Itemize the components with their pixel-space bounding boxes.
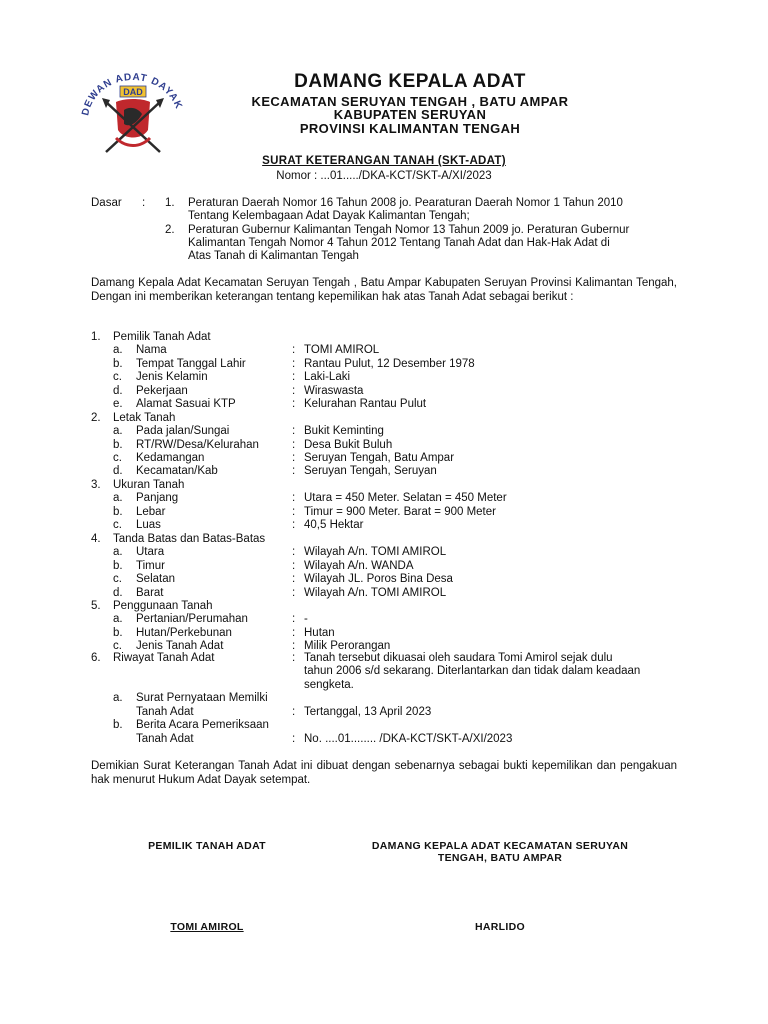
closing-paragraph: Demikian Surat Keterangan Tanah Adat ini dibuat dengan sebenarnya sebagai bukti kepemilikan dan pengakuan hak menurut Hukum Adat Dayak setempat. [91,760,677,786]
svg-text:DAD: DAD [123,87,143,97]
riwayat-line: Tanah tersebut dikuasai oleh saudara Tomi Amirol sejak dulu [304,652,613,664]
field-value: Laki-Laki [304,371,351,383]
field-label: Surat Pernyataan Memilki [136,692,268,704]
field-colon: : [292,465,296,477]
field-label: RT/RW/Desa/Kelurahan [136,439,259,451]
field-letter: b. [113,439,123,451]
document-number: Nomor : ...01...../DKA-KCT/SKT-A/XI/2023 [276,170,492,182]
header-provinsi: PROVINSI KALIMANTAN TENGAH [299,121,521,136]
field-colon: : [292,652,296,664]
field-value: Tertanggal, 13 April 2023 [304,706,432,718]
field-value: Wilayah JL. Poros Bina Desa [304,573,453,585]
dasar-item-line: Tentang Kelembagaan Adat Dayak Kalimantan Tengah; [188,210,470,222]
section-title: Ukuran Tanah [113,479,185,491]
field-letter: a. [113,546,123,558]
field-colon: : [292,398,296,410]
field-value: Seruyan Tengah, Seruyan [304,465,437,477]
field-label: Kecamatan/Kab [136,465,218,477]
field-colon: : [292,492,296,504]
dasar-item-line: Kalimantan Tengah Nomor 4 Tahun 2012 Tentang Tanah Adat dan Hak-Hak Adat di [188,237,610,249]
field-letter: d. [113,587,123,599]
field-colon: : [292,587,296,599]
field-value: Hutan [304,627,335,639]
header-kabupaten: KABUPATEN SERUYAN [333,107,487,122]
field-label: Luas [136,519,161,531]
field-label: Jenis Tanah Adat [136,640,224,652]
field-letter: a. [113,613,123,625]
field-colon: : [292,733,296,745]
document-title: SURAT KETERANGAN TANAH (SKT-ADAT) [262,155,506,167]
field-colon: : [292,546,296,558]
field-label: Jenis Kelamin [136,371,208,383]
field-colon: : [292,425,296,437]
field-colon: : [292,385,296,397]
header-kecamatan: KECAMATAN SERUYAN TENGAH , BATU AMPAR [251,94,569,109]
field-value: Wiraswasta [304,385,364,397]
owner-signature-title: PEMILIK TANAH ADAT [148,840,266,852]
field-colon: : [292,706,296,718]
field-colon: : [292,358,296,370]
dasar-item-line: Atas Tanah di Kalimantan Tengah [188,250,359,262]
field-letter: a. [113,344,123,356]
svg-text:DEWAN ADAT DAYAK: DEWAN ADAT DAYAK [80,72,185,117]
field-label: Berita Acara Pemeriksaan [136,719,269,731]
section-title: Penggunaan Tanah [113,600,213,612]
field-label: Timur [136,560,165,572]
section-title: Letak Tanah [113,412,176,424]
field-letter: b. [113,719,123,731]
riwayat-line: sengketa. [304,679,354,691]
field-label: Tanah Adat [136,733,194,745]
dasar-label: Dasar [91,197,122,209]
field-value: Bukit Keminting [304,425,384,437]
damang-signature-title: DAMANG KEPALA ADAT KECAMATAN SERUYAN TENGAH, BATU AMPAR [371,840,629,864]
field-letter: d. [113,385,123,397]
dasar-item-line: Peraturan Daerah Nomor 16 Tahun 2008 jo. Pearaturan Daerah Nomor 1 Tahun 2010 [188,197,623,209]
field-value: Seruyan Tengah, Batu Ampar [304,452,455,464]
field-value: Timur = 900 Meter. Barat = 900 Meter [304,506,496,518]
field-colon: : [292,371,296,383]
field-label: Nama [136,344,167,356]
field-letter: d. [113,465,123,477]
field-value: Wilayah A/n. TOMI AMIROL [304,546,447,558]
field-colon: : [292,640,296,652]
header-title: DAMANG KEPALA ADAT [294,71,526,92]
section-title: Tanda Batas dan Batas-Batas [113,533,266,545]
field-letter: c. [113,371,122,383]
field-label: Alamat Sasuai KTP [136,398,236,410]
field-letter: e. [113,398,123,410]
field-colon: : [292,560,296,572]
field-colon: : [292,506,296,518]
section-number: 4. [91,533,101,545]
field-letter: a. [113,425,123,437]
field-label: Tempat Tanggal Lahir [136,358,246,370]
field-label: Lebar [136,506,166,518]
field-label: Pekerjaan [136,385,188,397]
field-value: Rantau Pulut, 12 Desember 1978 [304,358,475,370]
field-value: - [304,613,308,625]
field-letter: a. [113,492,123,504]
field-label: Tanah Adat [136,706,194,718]
field-value: Wilayah A/n. TOMI AMIROL [304,587,447,599]
field-label: Kedamangan [136,452,205,464]
field-letter: c. [113,452,122,464]
field-letter: b. [113,560,123,572]
riwayat-line: tahun 2006 s/d sekarang. Diterlantarkan dan tidak dalam keadaan [304,665,641,677]
section-title: Riwayat Tanah Adat [113,652,215,664]
field-colon: : [292,439,296,451]
field-label: Pertanian/Perumahan [136,613,248,625]
field-letter: a. [113,692,123,704]
section-number: 6. [91,652,101,664]
field-label: Pada jalan/Sungai [136,425,230,437]
field-colon: : [292,573,296,585]
field-label: Barat [136,587,164,599]
field-value: Utara = 450 Meter. Selatan = 450 Meter [304,492,507,504]
section-number: 2. [91,412,101,424]
dewan-adat-dayak-logo [76,72,190,158]
field-letter: c. [113,573,122,585]
dasar-colon: : [142,197,146,209]
field-value: TOMI AMIROL [304,344,380,356]
field-letter: b. [113,506,123,518]
field-colon: : [292,627,296,639]
section-title: Pemilik Tanah Adat [113,331,211,343]
field-letter: c. [113,519,122,531]
owner-name: TOMI AMIROL [170,921,244,933]
section-number: 1. [91,331,101,343]
field-colon: : [292,613,296,625]
field-letter: b. [113,627,123,639]
field-colon: : [292,344,296,356]
field-label: Panjang [136,492,179,504]
field-label: Utara [136,546,165,558]
field-value: Wilayah A/n. WANDA [304,560,414,572]
section-number: 5. [91,600,101,612]
field-value: Desa Bukit Buluh [304,439,393,451]
field-letter: b. [113,358,123,370]
field-colon: : [292,452,296,464]
damang-name: HARLIDO [475,921,525,933]
section-number: 3. [91,479,101,491]
field-letter: c. [113,640,122,652]
dasar-item-number: 2. [165,224,175,236]
field-value: Milik Perorangan [304,640,391,652]
dasar-item-line: Peraturan Gubernur Kalimantan Tengah Nomor 13 Tahun 2009 jo. Peraturan Gubernur [188,224,630,236]
field-value: No. ....01........ /DKA-KCT/SKT-A/XI/2023 [304,733,513,745]
field-label: Selatan [136,573,176,585]
field-value: Kelurahan Rantau Pulut [304,398,427,410]
field-colon: : [292,519,296,531]
intro-paragraph: Damang Kepala Adat Kecamatan Seruyan Tengah , Batu Ampar Kabupaten Seruyan Provinsi Kalimantan Tengah, Dengan ini memberikan keterangan tentang kepemilikan hak atas Tanah Adat sebagai berikut : [91,277,677,303]
dasar-item-number: 1. [165,197,175,209]
field-label: Hutan/Perkebunan [136,627,232,639]
field-value: 40,5 Hektar [304,519,364,531]
